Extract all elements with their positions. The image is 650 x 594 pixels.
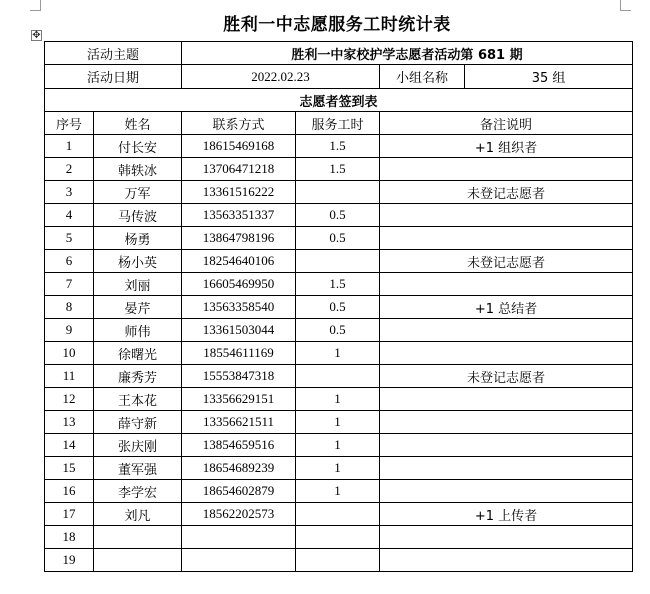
remark[interactable] xyxy=(380,227,633,250)
phone-number[interactable]: 13563358540 xyxy=(182,296,296,319)
table-row xyxy=(45,526,633,549)
group-value[interactable]: 35 组 xyxy=(531,71,566,86)
volunteer-name[interactable]: 刘丽 xyxy=(94,273,182,296)
volunteer-name[interactable]: 韩轶冰 xyxy=(94,158,182,181)
row-number[interactable]: 2 xyxy=(45,158,94,181)
row-number[interactable]: 10 xyxy=(45,342,94,365)
volunteer-name[interactable]: 王本花 xyxy=(94,388,182,411)
date-value[interactable]: 2022.02.23 xyxy=(182,65,380,89)
service-hours[interactable]: 0.5 xyxy=(296,319,380,342)
table-row xyxy=(45,204,633,227)
volunteer-name[interactable] xyxy=(94,526,182,549)
row-number[interactable]: 3 xyxy=(45,181,94,204)
remark[interactable] xyxy=(380,457,633,480)
volunteer-name[interactable]: 徐曙光 xyxy=(94,342,182,365)
row-number[interactable]: 12 xyxy=(45,388,94,411)
table-move-handle-icon[interactable]: ✥ xyxy=(32,30,41,41)
service-hours[interactable]: 1 xyxy=(296,342,380,365)
row-number[interactable]: 9 xyxy=(45,319,94,342)
date-row xyxy=(45,65,633,89)
remark[interactable] xyxy=(380,434,633,457)
service-hours[interactable]: 1 xyxy=(296,434,380,457)
volunteer-name[interactable]: 刘凡 xyxy=(94,503,182,526)
row-number[interactable]: 19 xyxy=(45,549,94,572)
volunteer-name[interactable] xyxy=(94,549,182,572)
phone-number[interactable]: 13706471218 xyxy=(182,158,296,181)
service-hours[interactable] xyxy=(296,503,380,526)
row-number[interactable]: 6 xyxy=(45,250,94,273)
row-number[interactable]: 18 xyxy=(45,526,94,549)
row-number[interactable]: 5 xyxy=(45,227,94,250)
table-row xyxy=(45,342,633,365)
remark[interactable]: +1 上传者 xyxy=(380,503,633,526)
service-hours[interactable]: 0.5 xyxy=(296,296,380,319)
service-hours[interactable]: 1.5 xyxy=(296,273,380,296)
phone-number[interactable]: 18554611169 xyxy=(182,342,296,365)
topic-value[interactable]: 胜利一中家校护学志愿者活动第 681 期 xyxy=(182,42,633,65)
service-hours[interactable]: 1 xyxy=(296,480,380,503)
remark[interactable] xyxy=(380,388,633,411)
table-row xyxy=(45,365,633,388)
volunteer-name[interactable]: 廉秀芳 xyxy=(94,365,182,388)
table-row xyxy=(45,457,633,480)
group-cell xyxy=(380,65,633,89)
remark[interactable] xyxy=(380,158,633,181)
topic-label: 活动主题 xyxy=(45,42,182,65)
service-hours[interactable]: 1 xyxy=(296,457,380,480)
row-number[interactable]: 7 xyxy=(45,273,94,296)
remark[interactable]: 未登记志愿者 xyxy=(380,365,633,388)
col-header-hours: 服务工时 xyxy=(296,112,380,135)
section-title: 志愿者签到表 xyxy=(45,89,633,112)
table-row xyxy=(45,388,633,411)
volunteer-name[interactable]: 张庆刚 xyxy=(94,434,182,457)
phone-number[interactable]: 13361503044 xyxy=(182,319,296,342)
phone-number[interactable]: 18615469168 xyxy=(182,135,296,158)
service-hours[interactable] xyxy=(296,549,380,572)
header-row xyxy=(45,112,633,135)
section-row xyxy=(45,89,633,112)
col-header-no: 序号 xyxy=(45,112,94,135)
remark[interactable]: 未登记志愿者 xyxy=(380,250,633,273)
row-number[interactable]: 17 xyxy=(45,503,94,526)
topic-row xyxy=(45,42,633,65)
phone-number[interactable]: 13361516222 xyxy=(182,181,296,204)
phone-number[interactable]: 13563351337 xyxy=(182,204,296,227)
remark[interactable] xyxy=(380,319,633,342)
phone-number[interactable] xyxy=(182,549,296,572)
remark[interactable]: +1 总结者 xyxy=(380,296,633,319)
phone-number[interactable]: 13356629151 xyxy=(182,388,296,411)
volunteer-name[interactable]: 李学宏 xyxy=(94,480,182,503)
table-row xyxy=(45,181,633,204)
phone-number[interactable]: 13356621511 xyxy=(182,411,296,434)
volunteer-name[interactable]: 薛守新 xyxy=(94,411,182,434)
service-hours[interactable]: 1.5 xyxy=(296,135,380,158)
row-number[interactable]: 4 xyxy=(45,204,94,227)
volunteer-name[interactable]: 杨勇 xyxy=(94,227,182,250)
volunteer-name[interactable]: 师伟 xyxy=(94,319,182,342)
phone-number[interactable]: 18562202573 xyxy=(182,503,296,526)
volunteer-name[interactable]: 董军强 xyxy=(94,457,182,480)
row-number[interactable]: 11 xyxy=(45,365,94,388)
volunteer-name[interactable]: 万军 xyxy=(94,181,182,204)
phone-number[interactable]: 18654689239 xyxy=(182,457,296,480)
table-row xyxy=(45,411,633,434)
page-title: 胜利一中志愿服务工时统计表 xyxy=(223,15,451,35)
table-row xyxy=(45,135,633,158)
volunteer-name[interactable]: 付长安 xyxy=(94,135,182,158)
service-hours[interactable]: 1 xyxy=(296,388,380,411)
service-hours[interactable] xyxy=(296,526,380,549)
service-hours[interactable]: 0.5 xyxy=(296,227,380,250)
row-number[interactable]: 13 xyxy=(45,411,94,434)
remark[interactable] xyxy=(380,526,633,549)
table-row xyxy=(45,480,633,503)
table-row xyxy=(45,158,633,181)
service-hours[interactable] xyxy=(296,250,380,273)
remark[interactable] xyxy=(380,342,633,365)
table-row xyxy=(45,296,633,319)
phone-number[interactable] xyxy=(182,526,296,549)
remark[interactable] xyxy=(380,204,633,227)
table-row xyxy=(45,319,633,342)
table-row xyxy=(45,250,633,273)
remark[interactable] xyxy=(380,549,633,572)
group-label: 小组名称 xyxy=(380,65,465,88)
phone-number[interactable]: 18254640106 xyxy=(182,250,296,273)
service-hours[interactable]: 1 xyxy=(296,411,380,434)
volunteer-name[interactable]: 马传波 xyxy=(94,204,182,227)
phone-number[interactable]: 18654602879 xyxy=(182,480,296,503)
row-number[interactable]: 14 xyxy=(45,434,94,457)
service-hours[interactable]: 1.5 xyxy=(296,158,380,181)
phone-number[interactable]: 13864798196 xyxy=(182,227,296,250)
row-number[interactable]: 1 xyxy=(45,135,94,158)
remark[interactable] xyxy=(380,411,633,434)
volunteer-table xyxy=(44,41,633,572)
phone-number[interactable]: 13854659516 xyxy=(182,434,296,457)
service-hours[interactable] xyxy=(296,181,380,204)
phone-number[interactable]: 15553847318 xyxy=(182,365,296,388)
remark[interactable] xyxy=(380,273,633,296)
row-number[interactable]: 16 xyxy=(45,480,94,503)
row-number[interactable]: 8 xyxy=(45,296,94,319)
table-row xyxy=(45,503,633,526)
volunteer-name[interactable]: 晏芹 xyxy=(94,296,182,319)
table-row xyxy=(45,549,633,572)
volunteer-name[interactable]: 杨小英 xyxy=(94,250,182,273)
service-hours[interactable]: 0.5 xyxy=(296,204,380,227)
col-header-note: 备注说明 xyxy=(380,112,633,135)
remark[interactable] xyxy=(380,480,633,503)
phone-number[interactable]: 16605469950 xyxy=(182,273,296,296)
date-label: 活动日期 xyxy=(45,65,182,89)
table-row xyxy=(45,434,633,457)
col-header-name: 姓名 xyxy=(94,112,182,135)
service-hours[interactable] xyxy=(296,365,380,388)
remark[interactable]: 未登记志愿者 xyxy=(380,181,633,204)
col-header-phone: 联系方式 xyxy=(182,112,296,135)
row-number[interactable]: 15 xyxy=(45,457,94,480)
table-row xyxy=(45,227,633,250)
remark[interactable]: +1 组织者 xyxy=(380,135,633,158)
table-row xyxy=(45,273,633,296)
